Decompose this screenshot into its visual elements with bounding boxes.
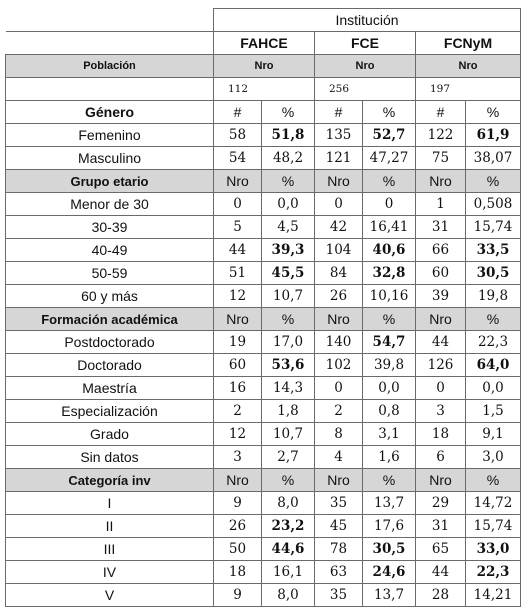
institution-header-row — [6, 9, 521, 32]
column-header-count: Nro — [416, 170, 466, 193]
count-cell: 18 — [416, 423, 466, 446]
table-row — [6, 124, 521, 147]
percent-cell: 30,5 — [466, 262, 521, 285]
column-header-percent: % — [262, 308, 315, 331]
table-row — [6, 239, 521, 262]
percent-cell: 9,1 — [466, 423, 521, 446]
table-row — [6, 446, 521, 469]
percent-cell: 0,0 — [363, 377, 416, 400]
column-header-percent: % — [262, 170, 315, 193]
percent-cell: 32,8 — [363, 262, 416, 285]
percent-cell: 0,0 — [466, 377, 521, 400]
population-empty — [6, 78, 214, 101]
population-row — [6, 55, 521, 78]
count-cell: 60 — [416, 262, 466, 285]
percent-cell: 2,7 — [262, 446, 315, 469]
count-cell: 75 — [416, 147, 466, 170]
count-cell: 50 — [214, 538, 262, 561]
column-header-count: # — [214, 101, 262, 124]
corner-cell-2 — [6, 32, 214, 55]
table-row — [6, 584, 521, 607]
column-header-percent: % — [466, 170, 521, 193]
faculty-header-row — [6, 32, 521, 55]
percent-cell: 0,508 — [466, 193, 521, 216]
row-label: III — [6, 538, 214, 561]
row-label: Masculino — [6, 147, 214, 170]
row-label: V — [6, 584, 214, 607]
column-header-count: Nro — [214, 469, 262, 492]
section-title: Género — [6, 101, 214, 124]
count-cell: 31 — [416, 515, 466, 538]
percent-cell: 16,1 — [262, 561, 315, 584]
row-label: Sin datos — [6, 446, 214, 469]
count-cell: 29 — [416, 492, 466, 515]
row-label: IV — [6, 561, 214, 584]
column-header-count: # — [416, 101, 466, 124]
percent-cell: 1,5 — [466, 400, 521, 423]
percent-cell: 1,6 — [363, 446, 416, 469]
table-container — [5, 8, 521, 607]
table-row — [6, 492, 521, 515]
row-label: Femenino — [6, 124, 214, 147]
count-cell: 140 — [315, 331, 363, 354]
count-cell: 0 — [214, 193, 262, 216]
row-label: Menor de 30 — [6, 193, 214, 216]
count-cell: 45 — [315, 515, 363, 538]
percent-cell: 8,0 — [262, 492, 315, 515]
column-header-percent: % — [466, 308, 521, 331]
table-row — [6, 147, 521, 170]
population-values-row — [6, 78, 521, 101]
percent-cell: 4,5 — [262, 216, 315, 239]
percent-cell: 15,74 — [466, 515, 521, 538]
count-cell: 18 — [214, 561, 262, 584]
percent-cell: 0,0 — [262, 193, 315, 216]
count-cell: 3 — [214, 446, 262, 469]
count-cell: 84 — [315, 262, 363, 285]
faculty-fcnym: FCNyM — [416, 32, 521, 55]
row-label: Postdoctorado — [6, 331, 214, 354]
column-header-count: Nro — [416, 308, 466, 331]
section-title: Formación académica — [6, 308, 214, 331]
row-label: 60 y más — [6, 285, 214, 308]
column-header-percent: % — [262, 469, 315, 492]
table-row — [6, 538, 521, 561]
count-cell: 63 — [315, 561, 363, 584]
section-header-row — [6, 170, 521, 193]
percent-cell: 44,6 — [262, 538, 315, 561]
population-nro-fcnym: Nro — [416, 55, 521, 78]
count-cell: 9 — [214, 584, 262, 607]
population-label: Población — [6, 55, 214, 78]
column-header-count: Nro — [214, 170, 262, 193]
percent-cell: 1,8 — [262, 400, 315, 423]
column-header-percent: % — [363, 469, 416, 492]
count-cell: 9 — [214, 492, 262, 515]
count-cell: 60 — [214, 354, 262, 377]
count-cell: 0 — [315, 377, 363, 400]
percent-cell: 24,6 — [363, 561, 416, 584]
population-nro-fce: Nro — [315, 55, 416, 78]
percent-cell: 48,2 — [262, 147, 315, 170]
percent-cell: 19,8 — [466, 285, 521, 308]
table-row — [6, 515, 521, 538]
percent-cell: 17,6 — [363, 515, 416, 538]
count-cell: 44 — [214, 239, 262, 262]
percent-cell: 47,27 — [363, 147, 416, 170]
population-fcnym: 197 — [416, 78, 521, 101]
column-header-count: # — [315, 101, 363, 124]
population-fahce: 112 — [214, 78, 315, 101]
count-cell: 35 — [315, 492, 363, 515]
count-cell: 31 — [416, 216, 466, 239]
percent-cell: 0 — [363, 193, 416, 216]
percent-cell: 15,74 — [466, 216, 521, 239]
count-cell: 35 — [315, 584, 363, 607]
column-header-percent: % — [363, 170, 416, 193]
row-label: Doctorado — [6, 354, 214, 377]
percent-cell: 61,9 — [466, 124, 521, 147]
table-row — [6, 377, 521, 400]
percent-cell: 22,3 — [466, 561, 521, 584]
count-cell: 54 — [214, 147, 262, 170]
count-cell: 58 — [214, 124, 262, 147]
count-cell: 28 — [416, 584, 466, 607]
count-cell: 66 — [416, 239, 466, 262]
row-label: II — [6, 515, 214, 538]
count-cell: 12 — [214, 285, 262, 308]
percent-cell: 33,0 — [466, 538, 521, 561]
count-cell: 122 — [416, 124, 466, 147]
population-nro-fahce: Nro — [214, 55, 315, 78]
section-header-row — [6, 101, 521, 124]
row-label: Especialización — [6, 400, 214, 423]
section-header-row — [6, 308, 521, 331]
count-cell: 65 — [416, 538, 466, 561]
count-cell: 12 — [214, 423, 262, 446]
percent-cell: 51,8 — [262, 124, 315, 147]
count-cell: 121 — [315, 147, 363, 170]
percent-cell: 14,3 — [262, 377, 315, 400]
percent-cell: 14,21 — [466, 584, 521, 607]
count-cell: 44 — [416, 331, 466, 354]
population-fce: 256 — [315, 78, 416, 101]
column-header-count: Nro — [315, 170, 363, 193]
table-row — [6, 193, 521, 216]
percent-cell: 13,7 — [363, 492, 416, 515]
count-cell: 0 — [315, 193, 363, 216]
percent-cell: 39,3 — [262, 239, 315, 262]
percent-cell: 10,7 — [262, 423, 315, 446]
row-label: Grado — [6, 423, 214, 446]
percent-cell: 14,72 — [466, 492, 521, 515]
count-cell: 26 — [214, 515, 262, 538]
row-label: I — [6, 492, 214, 515]
percent-cell: 3,1 — [363, 423, 416, 446]
table-row — [6, 423, 521, 446]
column-header-count: Nro — [315, 469, 363, 492]
count-cell: 26 — [315, 285, 363, 308]
column-header-percent: % — [363, 308, 416, 331]
count-cell: 39 — [416, 285, 466, 308]
percent-cell: 40,6 — [363, 239, 416, 262]
column-header-count: Nro — [214, 308, 262, 331]
corner-cell — [6, 9, 214, 32]
count-cell: 104 — [315, 239, 363, 262]
count-cell: 102 — [315, 354, 363, 377]
percent-cell: 10,7 — [262, 285, 315, 308]
row-label: 40-49 — [6, 239, 214, 262]
row-label: 50-59 — [6, 262, 214, 285]
column-header-percent: % — [363, 101, 416, 124]
row-label: 30-39 — [6, 216, 214, 239]
table-row — [6, 400, 521, 423]
percent-cell: 54,7 — [363, 331, 416, 354]
table-row — [6, 331, 521, 354]
table-row — [6, 354, 521, 377]
section-title: Grupo etario — [6, 170, 214, 193]
count-cell: 1 — [416, 193, 466, 216]
percent-cell: 38,07 — [466, 147, 521, 170]
percent-cell: 17,0 — [262, 331, 315, 354]
count-cell: 51 — [214, 262, 262, 285]
count-cell: 2 — [214, 400, 262, 423]
column-header-percent: % — [262, 101, 315, 124]
percent-cell: 0,8 — [363, 400, 416, 423]
percent-cell: 53,6 — [262, 354, 315, 377]
count-cell: 44 — [416, 561, 466, 584]
percent-cell: 52,7 — [363, 124, 416, 147]
faculty-fce: FCE — [315, 32, 416, 55]
count-cell: 42 — [315, 216, 363, 239]
institution-title: Institución — [214, 9, 521, 32]
count-cell: 3 — [416, 400, 466, 423]
count-cell: 16 — [214, 377, 262, 400]
percent-cell: 45,5 — [262, 262, 315, 285]
row-label: Maestría — [6, 377, 214, 400]
percent-cell: 8,0 — [262, 584, 315, 607]
count-cell: 2 — [315, 400, 363, 423]
section-header-row — [6, 469, 521, 492]
section-title: Categoría inv — [6, 469, 214, 492]
percent-cell: 16,41 — [363, 216, 416, 239]
column-header-count: Nro — [315, 308, 363, 331]
faculty-fahce: FAHCE — [214, 32, 315, 55]
percent-cell: 64,0 — [466, 354, 521, 377]
table-row — [6, 216, 521, 239]
percent-cell: 23,2 — [262, 515, 315, 538]
data-table — [5, 8, 521, 607]
table-row — [6, 561, 521, 584]
count-cell: 5 — [214, 216, 262, 239]
percent-cell: 13,7 — [363, 584, 416, 607]
percent-cell: 33,5 — [466, 239, 521, 262]
table-row — [6, 285, 521, 308]
percent-cell: 10,16 — [363, 285, 416, 308]
count-cell: 8 — [315, 423, 363, 446]
column-header-count: Nro — [416, 469, 466, 492]
count-cell: 78 — [315, 538, 363, 561]
count-cell: 0 — [416, 377, 466, 400]
percent-cell: 22,3 — [466, 331, 521, 354]
table-row — [6, 262, 521, 285]
count-cell: 6 — [416, 446, 466, 469]
column-header-percent: % — [466, 101, 521, 124]
column-header-percent: % — [466, 469, 521, 492]
count-cell: 19 — [214, 331, 262, 354]
count-cell: 126 — [416, 354, 466, 377]
percent-cell: 39,8 — [363, 354, 416, 377]
count-cell: 135 — [315, 124, 363, 147]
count-cell: 4 — [315, 446, 363, 469]
percent-cell: 30,5 — [363, 538, 416, 561]
percent-cell: 3,0 — [466, 446, 521, 469]
